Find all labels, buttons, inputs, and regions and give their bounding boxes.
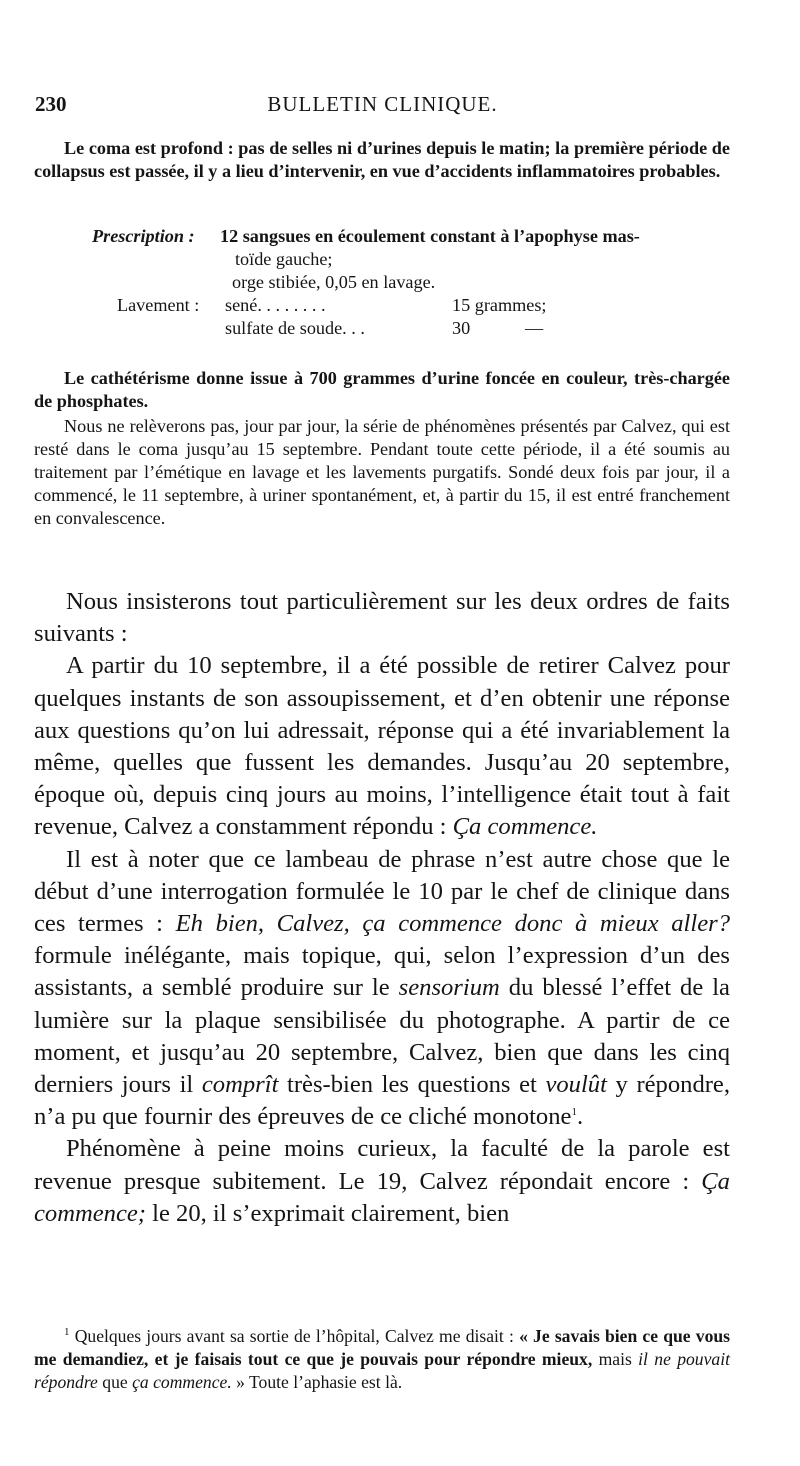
- lavement-label: Lavement :: [117, 295, 200, 315]
- page-header: [35, 92, 730, 122]
- lavement-quantity: 15 grammes;: [452, 295, 547, 315]
- lavement-quantity: 30: [452, 318, 471, 338]
- lavement-item: sené. . . . . . . .: [225, 295, 326, 315]
- quoted-phrase: Ça commence.: [452, 813, 598, 841]
- paragraph-interrogation: [34, 844, 730, 1134]
- footnote-text: Quelques jours avant sa sortie de l’hôpital, Calvez me disait :: [74, 1326, 514, 1346]
- prescription-line-2: [34, 248, 730, 271]
- footnote-reference: 1: [571, 1106, 577, 1119]
- running-title: BULLETIN CLINIQUE.: [267, 92, 498, 116]
- paragraph-coma: [34, 137, 730, 183]
- paragraph-intro: Nous insisterons tout particulièrement sur les deux ordres de faits suivants :: [34, 588, 730, 648]
- paragraph-speech: [34, 1133, 730, 1230]
- paragraph-text: y répondre, n’a pu que fournir des épreuves de ce cliché monotone: [34, 1071, 730, 1131]
- footnote-text: mais: [598, 1349, 632, 1369]
- footnote: [34, 1325, 730, 1394]
- emphasis: voulût: [545, 1071, 607, 1099]
- paragraph-answer: [34, 650, 730, 843]
- footnote-mark: 1: [64, 1326, 70, 1339]
- footnote-text: » Toute l’aphasie est là.: [236, 1372, 403, 1392]
- paragraph-text: Le coma est profond : pas de selles ni d’urines depuis le matin; la première période de collapsus est passée, il y a lieu d’intervenir, en vue d’accidents inflammatoires probables.: [34, 138, 730, 181]
- lavement-item: sulfate de soude. . .: [225, 318, 365, 338]
- footnote-emphasis: ça commence.: [132, 1372, 232, 1392]
- paragraph-text: très-bien les questions et: [287, 1071, 537, 1099]
- prescription-text: 12 sangsues en écoulement constant à l’apophyse mas-: [220, 226, 640, 246]
- paragraph-text: Nous ne relèverons pas, jour par jour, la série de phénomènes présentés par Calvez, qui est resté dans le coma jusqu’au 15 septembre. Pendant toute cette période, il a été soumis au traitement par l’émétique en lavage et les lavements purgatifs. Sondé deux fois par jour, il a commencé, le 11 septembre, à uriner spontanément, et, à partir du 15, il est entré franchement en convalescence.: [34, 416, 730, 528]
- paragraph-text: du blessé l’effet de la lumière sur la plaque sensibilisée du photographe. A partir de ce moment, et jusqu’au 20 septembre, Calvez, bien que dans les cinq derniers jours il: [34, 974, 730, 1099]
- page-number: 230: [35, 92, 67, 116]
- paragraph-text: A partir du 10 septembre, il a été possible de retirer Calvez pour quelques instants de son assoupissement, et d’en obtenir une réponse aux questions qu’on lui adressait, réponse qui a été invariablement la même, quelles que fussent les demandes. Jusqu’au 20 septembre, époque où, depuis cinq jours au moins, l’intelligence était tout à fait revenue, Calvez a constamment répondu :: [34, 652, 730, 841]
- prescription-text: orge stibiée, 0,05 en lavage.: [232, 272, 436, 292]
- lavement-ditto: —: [525, 318, 544, 338]
- lavement-line-2: [34, 317, 730, 340]
- paragraph-text: Le cathétérisme donne issue à 700 grammes d’urine foncée en couleur, très-chargée de phosphates.: [34, 368, 730, 411]
- emphasis: sensorium: [398, 974, 500, 1002]
- footnote-text: que: [102, 1372, 128, 1392]
- paragraph-catheterism: [34, 367, 730, 413]
- footnote-text: « Je savais bien ce que vous me demandiez, et je faisais tout ce que je pouvais pour répondre mieux,: [34, 1326, 730, 1369]
- prescription-label: Prescription :: [92, 226, 195, 246]
- quoted-phrase: Ça commence;: [34, 1167, 730, 1227]
- prescription-line-3: [34, 271, 730, 294]
- paragraph-coma-period: [34, 415, 730, 530]
- paragraph-text: .: [576, 1103, 584, 1131]
- footnote-emphasis: il ne pouvait répondre: [34, 1349, 730, 1392]
- prescription-text: toïde gauche;: [235, 249, 333, 269]
- paragraph-text: Phénomène à peine moins curieux, la faculté de la parole est revenue presque subitement. Le 19, Calvez répondait encore :: [34, 1135, 730, 1195]
- main-text: [34, 586, 730, 1230]
- prescription-block: [34, 225, 730, 340]
- paragraph-text: le 20, il s’exprimait clairement, bien: [152, 1199, 510, 1227]
- emphasis: comprît: [201, 1071, 279, 1099]
- paragraph-text: Il est à noter que ce lambeau de phrase n’est autre chose que le début d’une interrogation formulée le 10 par le chef de clinique dans ces termes :: [34, 845, 730, 938]
- lavement-line-1: [34, 294, 730, 317]
- quoted-phrase: Eh bien, Calvez, ça commence donc à mieux aller?: [175, 910, 730, 938]
- prescription-line-1: [34, 225, 730, 248]
- paragraph-text: formule inélégante, mais topique, qui, selon l’expression d’un des assistants, a semblé produire sur le: [34, 942, 730, 1002]
